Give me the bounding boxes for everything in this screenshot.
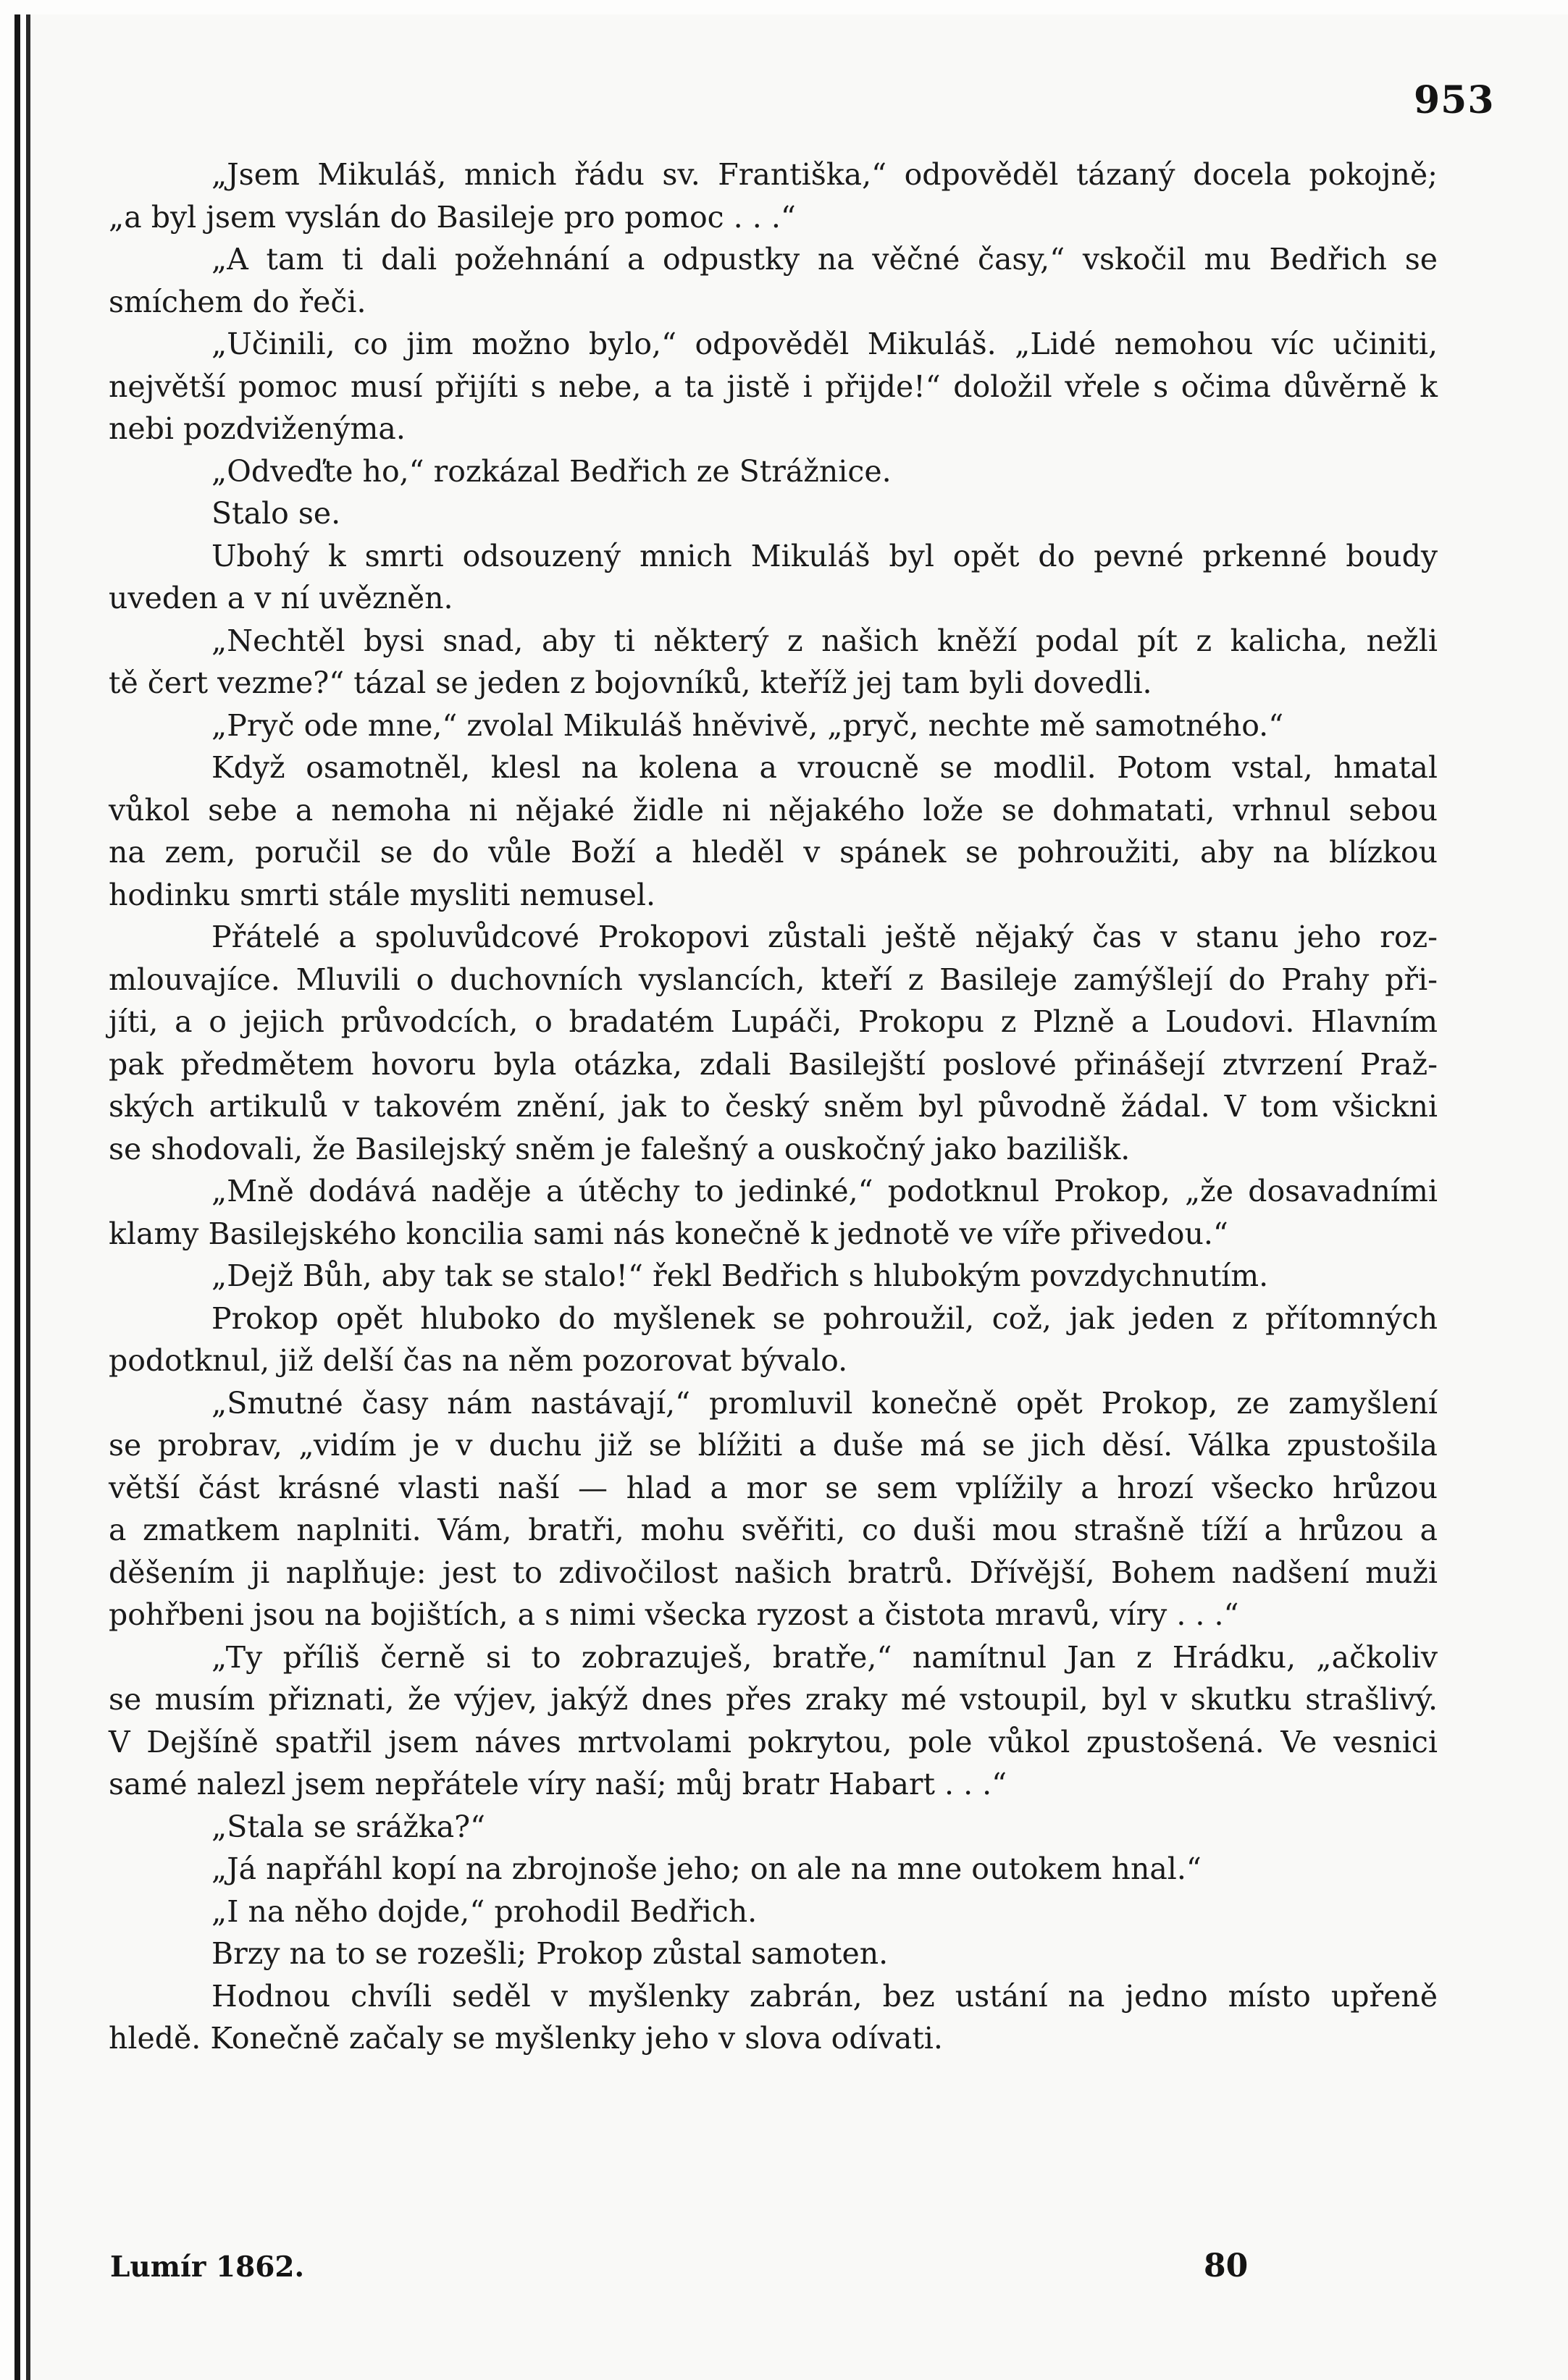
text-line: V Dejšíně spatřil jsem náves mrtvolami pokrytou, pole vůkol zpustošená. Ve vesnici	[109, 1724, 1438, 1759]
text-line: „Ty příliš černě si to zobrazuješ, bratře,“ namítnul Jan z Hrádku, „ačkoliv	[211, 1639, 1438, 1675]
page-footer	[30, 2247, 1568, 2301]
text-line: nebi pozdviženýma.	[109, 411, 406, 446]
text-line: „Dejž Bůh, aby tak se stalo!“ řekl Bedřich s hlubokým povzdychnutím.	[211, 1258, 1269, 1293]
text-line: děšením ji naplňuje: jest to zdivočilost našich bratrů. Dřívější, Bohem nadšení muži	[109, 1555, 1438, 1590]
text-line: Hodnou chvíli seděl v myšlenky zabrán, bez ustání na jedno místo upřeně	[211, 1978, 1438, 2014]
text-line: pak předmětem hovoru byla otázka, zdali Basilejští poslové přinášejí ztvrzení Praž-	[109, 1046, 1438, 1082]
text-line: Brzy na to se rozešli; Prokop zůstal samoten.	[211, 1936, 889, 1971]
text-line: na zem, poručil se do vůle Boží a hleděl v spánek se pohroužiti, aby na blízkou	[109, 835, 1438, 870]
text-line: vůkol sebe a nemoha ni nějaké židle ni nějakého lože se dohmatati, vrhnul sebou	[109, 792, 1438, 828]
text-line: „Mně dodává naděje a útěchy to jedinké,“ podotknul Prokop, „že dosavadními	[211, 1174, 1438, 1208]
text-line: ských artikulů v takovém znění, jak to český sněm byl původně žádal. V tom všickni	[109, 1089, 1438, 1124]
text-line: „Nechtěl bysi snad, aby ti některý z našich kněží podal pít z kalicha, nežli	[211, 623, 1438, 658]
text-line: uveden a v ní uvězněn.	[109, 581, 453, 615]
text-line: „Pryč ode mne,“ zvolal Mikuláš hněvivě, „pryč, nechte mě samotného.“	[211, 707, 1284, 743]
text-line: podotknul, již delší čas na něm pozorovat bývalo.	[109, 1343, 848, 1378]
text-line: „Já napřáhl kopí na zbrojnoše jeho; on ale na mne outokem hnal.“	[211, 1851, 1202, 1886]
text-line: se probrav, „vidím je v duchu již se blížiti a duše má se jich děsí. Válka zpustošila	[109, 1428, 1438, 1463]
page	[30, 14, 1568, 2380]
footer-journal-title: Lumír 1862.	[110, 2250, 305, 2284]
text-line: větší část krásné vlasti naší — hlad a mor se sem vplížily a hrozí všecko hrůzou	[109, 1470, 1438, 1505]
text-line: hodinku smrti stále mysliti nemusel.	[109, 877, 655, 912]
text-line: „Odveďte ho,“ rozkázal Bedřich ze Strážnice.	[211, 453, 892, 489]
text-line: mlouvajíce. Mluvili o duchovních vyslancích, kteří z Basileje zamýšlejí do Prahy při-	[109, 962, 1438, 997]
text-line: pohřbeni jsou na bojištích, a s nimi všecka ryzost a čistota mravů, víry . . .“	[109, 1597, 1239, 1632]
text-line: tě čert vezme?“ tázal se jeden z bojovníků, kteříž jej tam byli dovedli.	[109, 665, 1152, 700]
text-line: Ubohý k smrti odsouzený mnich Mikuláš byl opět do pevné prkenné boudy	[211, 538, 1438, 573]
text-line: „Stala se srážka?“	[211, 1809, 486, 1844]
text-line: se musím přiznati, že výjev, jakýž dnes přes zraky mé vstoupil, byl v skutku strašlivý.	[109, 1682, 1438, 1717]
text-line: „A tam ti dali požehnání a odpustky na věčné časy,“ vskočil mu Bedřich se	[211, 242, 1438, 277]
text-line: hledě. Konečně začaly se myšlenky jeho v slova odívati.	[109, 2021, 943, 2056]
text-line: se shodovali, že Basilejský sněm je falešný a ouskočný jako bazilišk.	[109, 1131, 1131, 1166]
text-line: „Jsem Mikuláš, mnich řádu sv. Františka,“ odpověděl tázaný docela pokojně;	[211, 157, 1438, 192]
text-line: smíchem do řeči.	[109, 284, 366, 319]
text-line: „I na něho dojde,“ prohodil Bedřich.	[211, 1893, 758, 1929]
page-number: 953	[1414, 78, 1495, 122]
text-line: samé nalezl jsem nepřátele víry naší; můj bratr Habart . . .“	[109, 1767, 1007, 1801]
text-line: Prokop opět hluboko do myšlenek se pohroužil, což, jak jeden z přítomných	[211, 1300, 1438, 1336]
text-line: Přátelé a spoluvůdcové Prokopovi zůstali ještě nějaký čas v stanu jeho roz-	[211, 920, 1438, 954]
text-line: jíti, a o jejich průvodcích, o bradatém Lupáči, Prokopu z Plzně a Loudovi. Hlavním	[109, 1004, 1438, 1039]
text-line: „a byl jsem vyslán do Basileje pro pomoc . . .“	[109, 199, 796, 235]
text-line: a zmatkem naplniti. Vám, bratři, mohu svěřiti, co duši mou strašně tíží a hrůzou a	[109, 1513, 1438, 1547]
text-line: „Smutné časy nám nastávají,“ promluvil konečně opět Prokop, ze zamyšlení	[211, 1385, 1438, 1421]
footer-sheet-number: 80	[1204, 2247, 1249, 2284]
text-line: „Učinili, co jim možno bylo,“ odpověděl Mikuláš. „Lidé nemohou víc učiniti,	[211, 327, 1438, 361]
text-line: největší pomoc musí přijíti s nebe, a ta jistě i přijde!“ doložil vřele s očima důvěrně k	[109, 369, 1438, 404]
body-text	[109, 154, 1438, 2060]
text-line: Stalo se.	[211, 496, 341, 531]
text-line: klamy Basilejského koncilia sami nás konečně k jednotě ve víře přivedou.“	[109, 1216, 1228, 1251]
text-line: Když osamotněl, klesl na kolena a vroucně se modlil. Potom vstal, hmatal	[211, 750, 1438, 785]
